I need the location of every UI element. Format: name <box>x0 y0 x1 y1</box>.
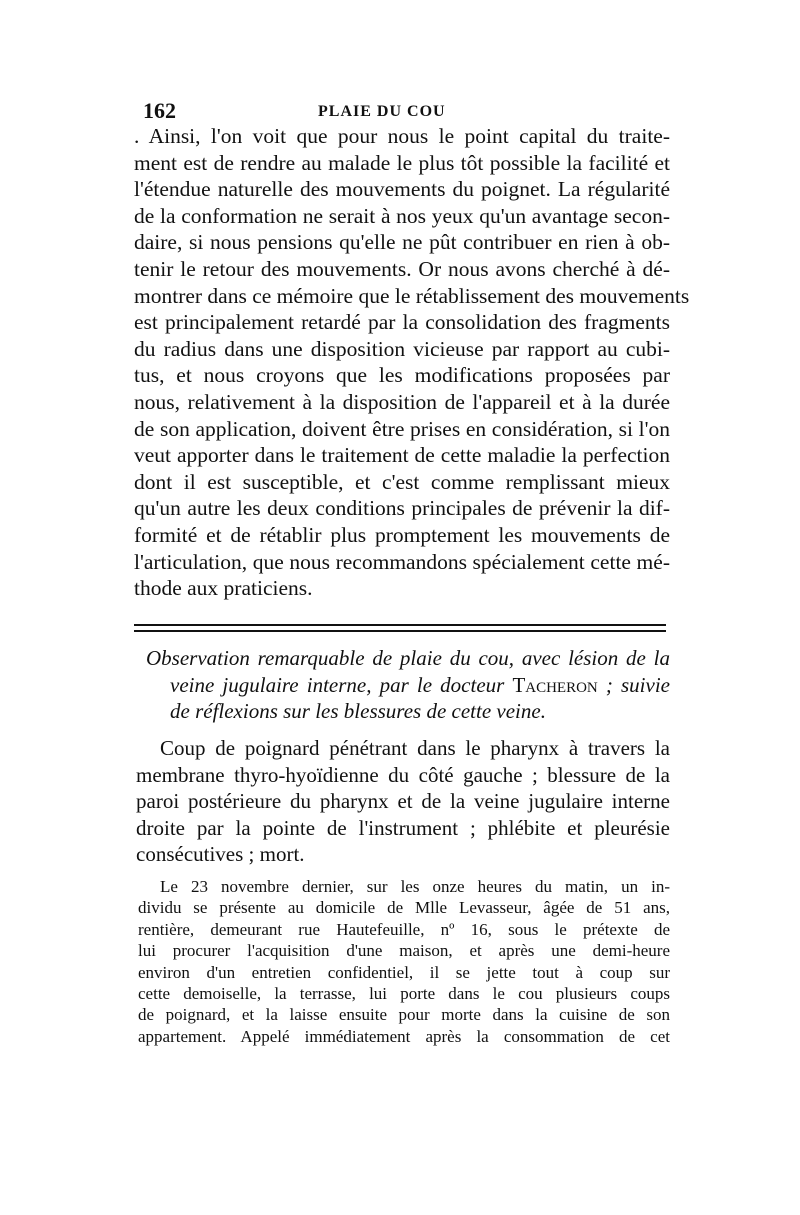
text-line: dont il est susceptible, et c'est comme remplissant mieux <box>134 469 670 494</box>
section-divider-lower <box>134 630 666 632</box>
text-line: qu'un autre les deux conditions principales de prévenir la dif- <box>134 496 670 521</box>
summary-line: consécutives ; mort. <box>136 842 305 867</box>
text-line: veut apporter dans le traitement de cette maladie la perfection <box>134 443 670 468</box>
text-line: . Ainsi, l'on voit que pour nous le point capital du traite- <box>134 124 670 148</box>
text-line: de la conformation ne serait à nos yeux qu'un avantage secon- <box>134 203 670 228</box>
heading-text: veine jugulaire interne, par le docteur <box>170 672 513 697</box>
text-line: du radius dans une disposition vicieuse par rapport au cubi- <box>134 336 670 361</box>
narrative-line: lui procurer l'acquisition d'une maison, et après une demi-heure <box>138 941 670 961</box>
text-line: l'étendue naturelle des mouvements du poignet. La régularité <box>134 177 670 202</box>
narrative-line: Le 23 novembre dernier, sur les onze heures du matin, un in- <box>160 877 670 896</box>
narrative-line: environ d'un entretien confidentiel, il se jette tout à coup sur <box>138 962 670 982</box>
summary-line: membrane thyro-hyoïdienne du côté gauche ; blessure de la <box>136 762 670 787</box>
main-paragraph <box>134 123 690 602</box>
summary-line: Coup de poignard pénétrant dans le pharynx à travers la <box>160 736 670 760</box>
narrative-line: de poignard, et la laisse ensuite pour morte dans la cuisine de son <box>138 1005 670 1025</box>
summary-line: paroi postérieure du pharynx et de la veine jugulaire interne <box>136 789 670 814</box>
text-line: est principalement retardé par la consolidation des fragments <box>134 310 670 335</box>
text-line: l'articulation, que nous recommandons spécialement cette mé- <box>134 549 670 574</box>
text-line: tus, et nous croyons que les modifications proposées par <box>134 363 670 388</box>
section-divider-upper <box>134 624 666 626</box>
text-line: formité et de rétablir plus promptement les mouvements de <box>134 522 670 547</box>
narrative-line: rentière, demeurant rue Hautefeuille, nº 16, sous le prétexte de <box>138 919 670 939</box>
heading-line: de réflexions sur les blessures de cette veine. <box>170 699 546 723</box>
text-line: thode aux praticiens. <box>134 576 313 601</box>
case-summary <box>136 735 670 868</box>
narrative-line: dividu se présente au domicile de Mlle Levasseur, âgée de 51 ans, <box>138 898 670 918</box>
narrative-line: appartement. Appelé immédiatement après la consommation de cet <box>138 1026 670 1046</box>
heading-line: Observation remarquable de plaie du cou, avec lésion de la <box>146 646 670 670</box>
heading-line <box>146 672 670 699</box>
author-name: Tacheron <box>512 672 598 697</box>
case-narrative <box>138 876 670 1047</box>
text-line: montrer dans ce mémoire que le rétablissement des mouvements <box>134 283 690 308</box>
text-line: daire, si nous pensions qu'elle ne pût contribuer en rien à ob- <box>134 230 670 255</box>
summary-line: droite par la pointe de l'instrument ; phlébite et pleurésie <box>136 815 670 840</box>
page-number: 162 <box>143 98 176 123</box>
text-line: ment est de rendre au malade le plus tôt possible la facilité et <box>134 150 670 175</box>
text-line: de son application, doivent être prises en considération, si l'on <box>134 416 670 441</box>
observation-heading <box>146 645 670 725</box>
text-line: nous, relativement à la disposition de l'appareil et à la durée <box>134 389 670 414</box>
text-line: tenir le retour des mouvements. Or nous avons cherché à dé- <box>134 256 670 281</box>
running-head: PLAIE DU COU <box>318 103 446 120</box>
heading-text: ; suivie <box>597 672 670 697</box>
narrative-line: cette demoiselle, la terrasse, lui porte dans le cou plusieurs coups <box>138 984 670 1004</box>
